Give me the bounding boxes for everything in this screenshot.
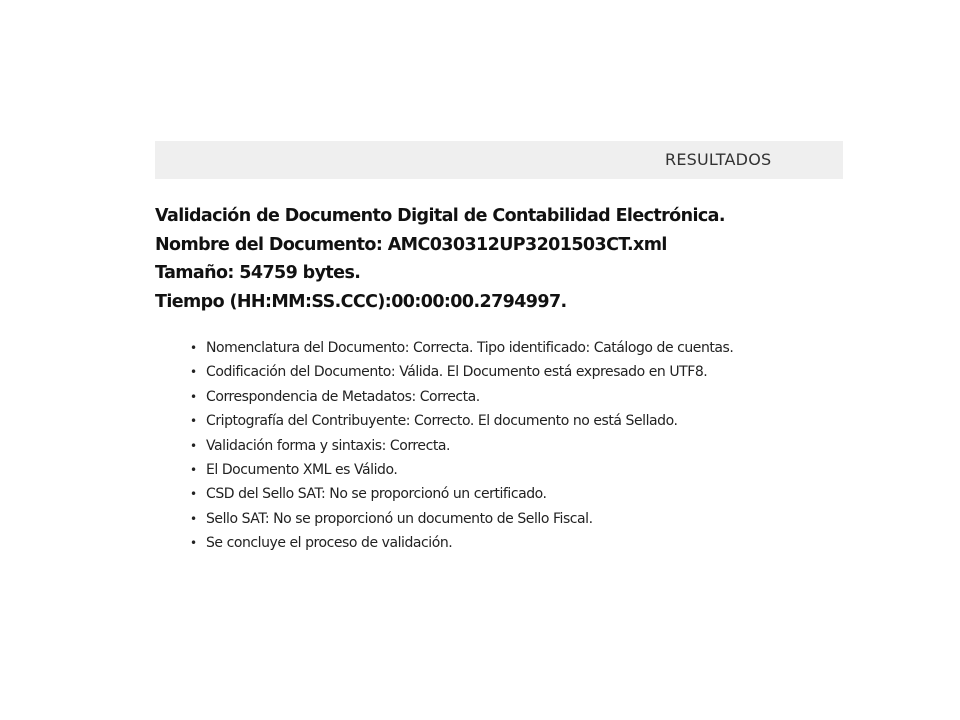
check-text: El Documento XML es Válido. (206, 462, 398, 479)
list-item (190, 385, 846, 409)
bullet-icon: • (190, 536, 197, 551)
check-text: Codificación del Documento: Válida. El Documento está expresado en UTF8. (206, 364, 708, 381)
bullet-icon: • (190, 414, 197, 429)
check-text: Validación forma y sintaxis: Correcta. (206, 437, 450, 454)
bullet-icon: • (190, 438, 197, 453)
results-title: RESULTADOS (665, 150, 772, 169)
bullet-icon: • (190, 389, 197, 404)
validation-summary (155, 202, 855, 316)
list-item (190, 458, 846, 482)
list-item (190, 360, 846, 384)
check-text: Nomenclatura del Documento: Correcta. Tipo identificado: Catálogo de cuentas. (206, 340, 734, 356)
validation-title: Validación de Documento Digital de Contabilidad Electrónica. (155, 206, 725, 226)
document-size: Tamaño: 54759 bytes. (155, 263, 361, 283)
bullet-icon: • (190, 487, 197, 502)
check-text: Correspondencia de Metadatos: Correcta. (206, 388, 480, 405)
check-text: CSD del Sello SAT: No se proporcionó un certificado. (206, 486, 547, 503)
list-item (190, 336, 846, 360)
bullet-icon: • (190, 463, 197, 478)
bullet-icon: • (190, 511, 197, 526)
check-text: Se concluye el proceso de validación. (206, 535, 453, 552)
list-item (190, 482, 846, 506)
document-name: Nombre del Documento: AMC030312UP3201503CT.xml (155, 234, 667, 255)
validation-checks-list (190, 336, 846, 556)
list-item (190, 409, 846, 433)
check-text: Sello SAT: No se proporcionó un documento de Sello Fiscal. (206, 510, 593, 527)
list-item (190, 434, 846, 458)
bullet-icon: • (190, 341, 197, 355)
list-item (190, 531, 846, 555)
results-header-bar (155, 141, 843, 179)
processing-time: Tiempo (HH:MM:SS.CCC):00:00:00.2794997. (155, 291, 567, 312)
bullet-icon: • (190, 365, 197, 380)
check-text: Criptografía del Contribuyente: Correcto. El documento no está Sellado. (206, 413, 678, 430)
list-item (190, 507, 846, 531)
